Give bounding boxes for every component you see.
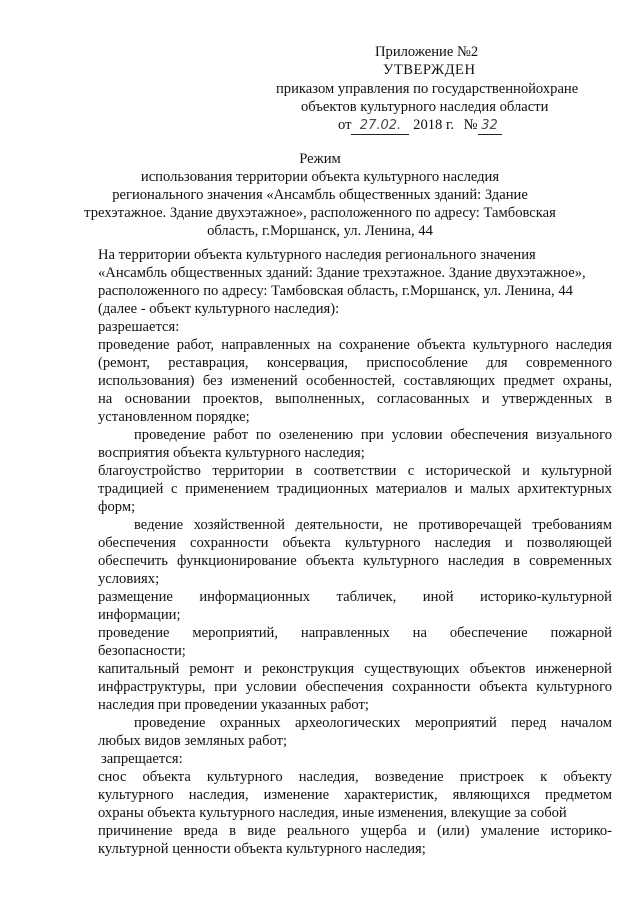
body-line: На территории объекта культурного наследия регионального значения [98, 247, 536, 263]
body-line: восприятия объекта культурного наследия; [98, 445, 365, 461]
approved-label: УТВЕРЖДЕН [383, 62, 476, 78]
body-line: установленном порядке; [98, 409, 250, 425]
body-line: (далее - объект культурного наследия): [98, 301, 340, 317]
body-line: расположенного по адресу: Тамбовская область, г.Моршанск, ул. Ленина, 44 [98, 283, 573, 299]
body-line: снос объекта культурного наследия, возведение пристроек к объекту [98, 769, 612, 785]
appendix-label: Приложение №2 [375, 44, 479, 60]
body-line: использования) без изменений особенностей, составляющих предмет охраны, [98, 373, 612, 389]
title-line-3: трехэтажное. Здание двухэтажное», расположенного по адресу: Тамбовская [84, 205, 556, 221]
date-prefix: от [338, 117, 352, 133]
body-line: культурного наследия, изменение характеристик, являющихся предметом [98, 787, 612, 803]
body-line: обеспечения сохранности объекта культурного наследия и позволяющей [98, 535, 612, 551]
body-line: традицией с применением традиционных материалов и малых архитектурных [98, 481, 612, 497]
body-line: культурной ценности объекта культурного наследия; [98, 841, 426, 857]
body-line: капитальный ремонт и реконструкция существующих объектов инженерной [98, 661, 612, 677]
body-line: разрешается: [98, 319, 180, 335]
body-line: ведение хозяйственной деятельности, не противоречащей требованиям [134, 517, 612, 533]
regime-heading: Режим [299, 151, 341, 167]
order-line-2: объектов культурного наследия области [301, 99, 549, 115]
body-line: форм; [98, 499, 136, 515]
date-year: 2018 г. [413, 117, 454, 133]
title-line-4: область, г.Моршанск, ул. Ленина, 44 [207, 223, 433, 239]
body-line: проведение охранных археологических мероприятий перед началом [134, 715, 612, 731]
handwritten-number: 32 [478, 117, 502, 135]
body-line: «Ансамбль общественных зданий: Здание трехэтажное. Здание двухэтажное», [98, 265, 586, 281]
body-line: инфраструктуры, при условии обеспечения сохранности объекта культурного [98, 679, 612, 695]
body-line: проведение мероприятий, направленных на обеспечение пожарной [98, 625, 612, 641]
body-line: условиях; [98, 571, 160, 587]
body-line: запрещается: [101, 751, 183, 767]
order-line-1: приказом управления по государственнойохране [276, 81, 579, 97]
body-line: проведение работ по озеленению при условии обеспечения визуального [134, 427, 612, 443]
title-line-1: использования территории объекта культурного наследия [140, 169, 500, 185]
body-line: размещение информационных табличек, иной историко-культурной [98, 589, 612, 605]
body-line: благоустройство территории в соответствии с исторической и культурной [98, 463, 612, 479]
body-line: информации; [98, 607, 181, 623]
title-line-2: регионального значения «Ансамбль общественных зданий: Здание [112, 187, 528, 203]
body-line: наследия при проведении указанных работ; [98, 697, 369, 713]
order-date-line [338, 117, 502, 135]
body-line: проведение работ, направленных на сохранение объекта культурного наследия [98, 337, 612, 353]
number-prefix: № [463, 117, 478, 133]
body-line: на основании проектов, выполненных, согласованных и утвержденных в [98, 391, 612, 407]
body-line: безопасности; [98, 643, 186, 659]
handwritten-date: 27.02. [351, 117, 409, 135]
body-line: обеспечить функционирование объекта культурного наследия в современных [98, 553, 612, 569]
body-line: любых видов земляных работ; [98, 733, 288, 749]
body-line: охраны объекта культурного наследия, иные изменения, влекущие за собой [98, 805, 567, 821]
body-line: причинение вреда в виде реального ущерба и (или) умаление историко- [98, 823, 612, 839]
body-line: (ремонт, реставрация, консервация, приспособление для современного [98, 355, 612, 371]
